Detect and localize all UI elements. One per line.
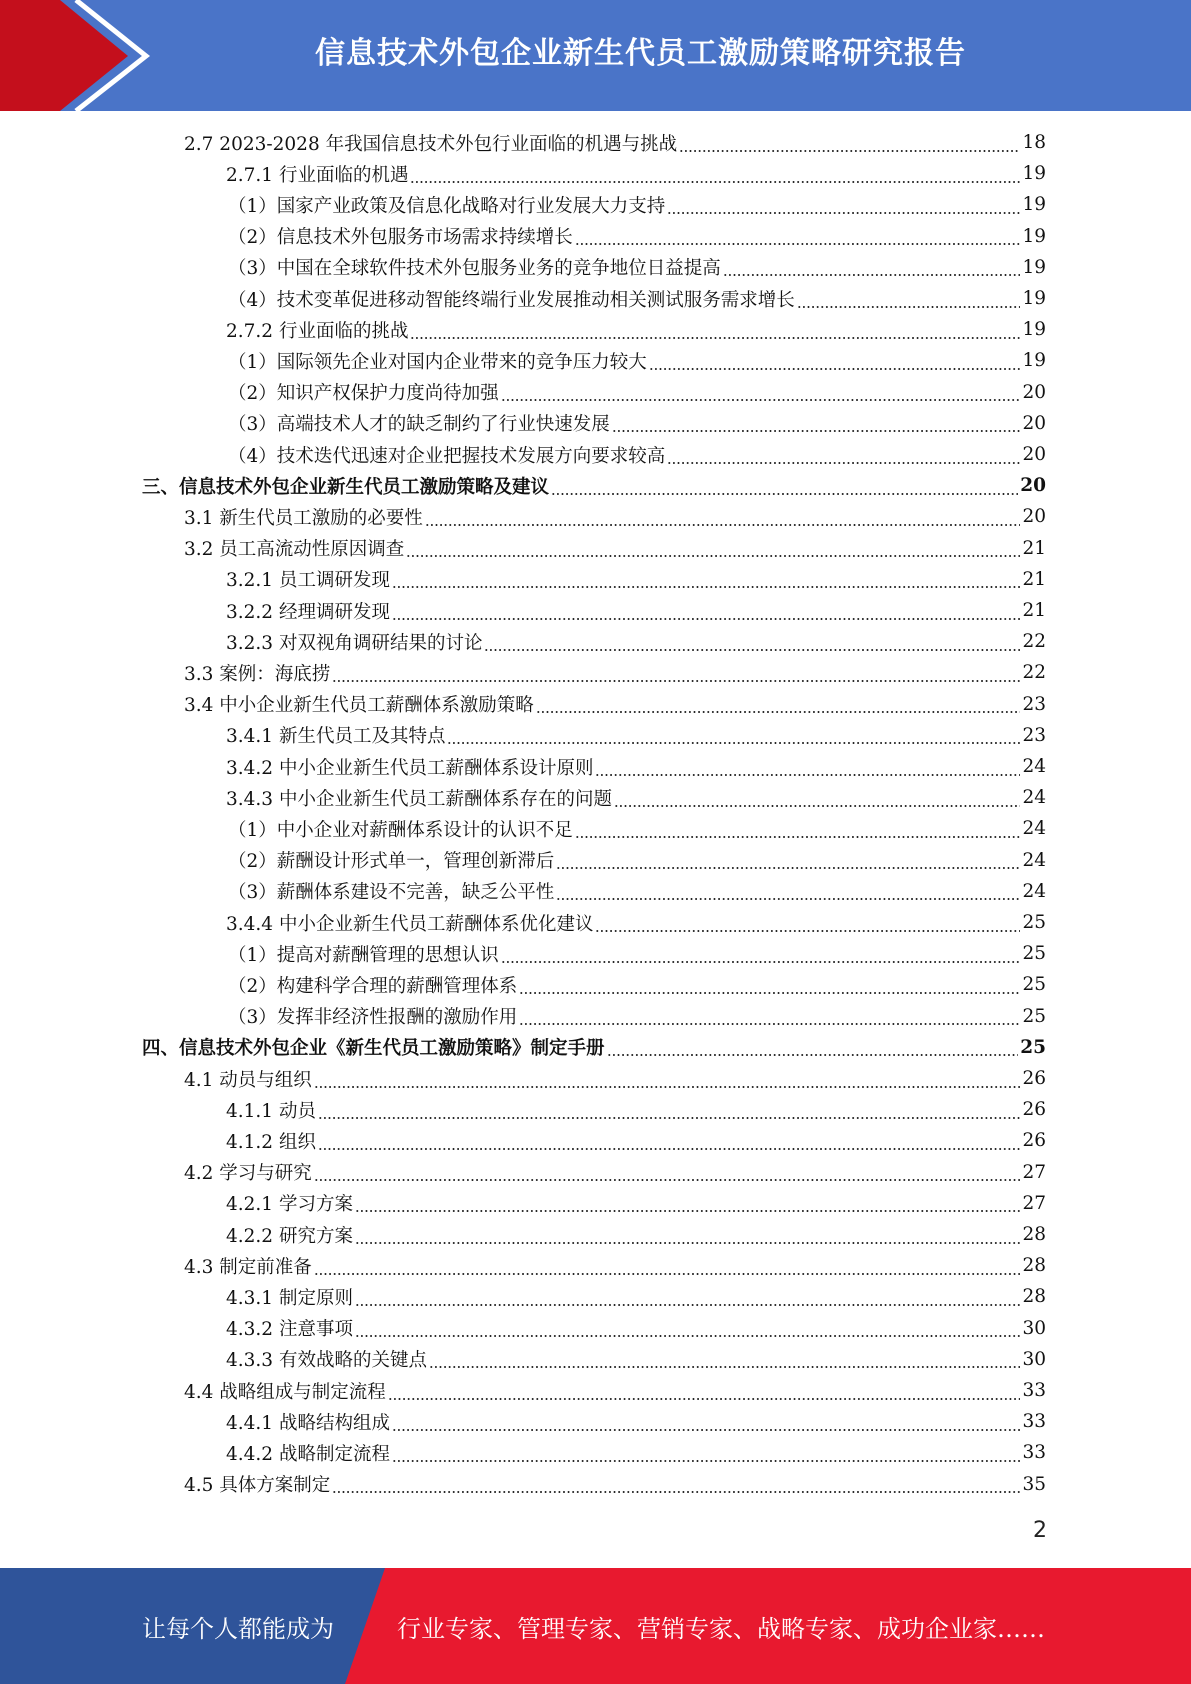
toc-entry-label: 四、信息技术外包企业《新生代员工激励策略》制定手册 bbox=[142, 1038, 605, 1060]
toc-entry-label: 4.1.2 组织 bbox=[226, 1131, 316, 1153]
toc-entry-label: （2）构建科学合理的薪酬管理体系 bbox=[228, 975, 518, 997]
toc-dot-leader bbox=[612, 430, 1021, 432]
toc-entry-label: 4.1 动员与组织 bbox=[184, 1069, 312, 1091]
toc-entry-page: 26 bbox=[1022, 1130, 1046, 1152]
page-footer bbox=[0, 1568, 1191, 1684]
toc-entry[interactable] bbox=[226, 720, 1046, 751]
toc-entry-page: 33 bbox=[1022, 1442, 1046, 1464]
footer-slogan-right: 行业专家、管理专家、营销专家、战略专家、成功企业家…… bbox=[397, 1614, 1045, 1643]
toc-entry-label: 三、信息技术外包企业新生代员工激励策略及建议 bbox=[142, 476, 550, 498]
toc-dot-leader bbox=[484, 649, 1020, 651]
toc-entry-page: 24 bbox=[1022, 787, 1046, 809]
toc-dot-leader bbox=[519, 992, 1020, 994]
toc-entry[interactable] bbox=[184, 1250, 1046, 1281]
toc-entry-page: 28 bbox=[1022, 1224, 1046, 1245]
toc-dot-leader bbox=[425, 524, 1021, 526]
toc-entry-label: （1）国家产业政策及信息化战略对行业发展大力支持 bbox=[228, 195, 666, 217]
toc-entry[interactable] bbox=[226, 626, 1046, 657]
toc-entry-label: （3）中国在全球软件技术外包服务业务的竞争地位日益提高 bbox=[228, 258, 721, 280]
toc-entry-page: 20 bbox=[1022, 412, 1046, 434]
toc-entry[interactable] bbox=[226, 314, 1046, 345]
toc-entry-label: （1）提高对薪酬管理的思想认识 bbox=[228, 944, 499, 966]
toc-dot-leader bbox=[556, 867, 1020, 869]
toc-dot-leader bbox=[551, 493, 1018, 495]
toc-entry-page: 22 bbox=[1022, 662, 1046, 684]
toc-entry-page: 19 bbox=[1022, 319, 1046, 341]
toc-dot-leader bbox=[797, 306, 1021, 308]
toc-dot-leader bbox=[355, 1210, 1021, 1212]
toc-entry-label: 3.4.3 中小企业新生代员工薪酬体系存在的问题 bbox=[226, 788, 612, 810]
toc-dot-leader bbox=[429, 1366, 1020, 1368]
toc-entry[interactable] bbox=[228, 439, 1046, 470]
toc-dot-leader bbox=[536, 711, 1021, 713]
toc-entry[interactable] bbox=[226, 751, 1046, 782]
toc-entry-page: 20 bbox=[1022, 444, 1046, 465]
toc-entry[interactable] bbox=[226, 1344, 1046, 1375]
toc-entry[interactable] bbox=[184, 1157, 1046, 1188]
toc-entry-label: 3.4.1 新生代员工及其特点 bbox=[226, 726, 446, 748]
document-title: 信息技术外包企业新生代员工激励策略研究报告 bbox=[315, 36, 966, 71]
toc-entry[interactable] bbox=[228, 845, 1046, 876]
toc-entry-label: （3）发挥非经济性报酬的激励作用 bbox=[228, 1007, 518, 1029]
toc-entry-page: 24 bbox=[1022, 818, 1046, 840]
toc-dot-leader bbox=[679, 150, 1020, 152]
toc-entry[interactable] bbox=[228, 345, 1046, 376]
toc-entry[interactable] bbox=[226, 1437, 1046, 1468]
toc-entry[interactable] bbox=[228, 969, 1046, 1000]
toc-entry-page: 27 bbox=[1022, 1161, 1046, 1183]
toc-entry-page: 18 bbox=[1022, 132, 1046, 153]
toc-entry[interactable] bbox=[184, 1469, 1046, 1500]
toc-entry-page: 19 bbox=[1022, 163, 1046, 185]
toc-entry-page: 25 bbox=[1022, 943, 1046, 965]
toc-entry[interactable] bbox=[142, 470, 1046, 501]
toc-entry-page: 22 bbox=[1022, 631, 1046, 653]
toc-dot-leader bbox=[614, 805, 1020, 807]
toc-dot-leader bbox=[406, 555, 1020, 557]
toc-dot-leader bbox=[355, 1304, 1021, 1306]
toc-entry-label: 3.3 案例：海底捞 bbox=[184, 663, 331, 685]
toc-dot-leader bbox=[575, 836, 1021, 838]
toc-entry[interactable] bbox=[184, 533, 1046, 564]
toc-entry-label: 4.2.1 学习方案 bbox=[226, 1194, 353, 1216]
toc-dot-leader bbox=[392, 1429, 1020, 1431]
toc-entry-label: 4.4 战略组成与制定流程 bbox=[184, 1381, 386, 1403]
toc-dot-leader bbox=[318, 1117, 1021, 1119]
toc-dot-leader bbox=[332, 680, 1020, 682]
toc-entry-label: 3.2 员工高流动性原因调查 bbox=[184, 539, 405, 561]
toc-dot-leader bbox=[667, 462, 1020, 464]
toc-entry-label: 4.2 学习与研究 bbox=[184, 1163, 312, 1185]
toc-entry-page: 24 bbox=[1022, 756, 1046, 777]
toc-entry-label: 4.4.2 战略制定流程 bbox=[226, 1443, 390, 1465]
toc-entry-page: 30 bbox=[1022, 1317, 1046, 1339]
toc-entry[interactable] bbox=[228, 876, 1046, 907]
toc-entry-page: 21 bbox=[1022, 600, 1046, 621]
toc-entry-label: （4）技术变革促进移动智能终端行业发展推动相关测试服务需求增长 bbox=[228, 289, 795, 311]
toc-dot-leader bbox=[595, 774, 1020, 776]
toc-dot-leader bbox=[314, 1086, 1021, 1088]
toc-dot-leader bbox=[723, 274, 1021, 276]
page-number: 2 bbox=[1033, 1518, 1047, 1543]
toc-entry[interactable] bbox=[228, 189, 1046, 220]
toc-entry-page: 20 bbox=[1022, 506, 1046, 528]
toc-entry-page: 26 bbox=[1022, 1099, 1046, 1121]
toc-entry-label: （4）技术迭代迅速对企业把握技术发展方向要求较高 bbox=[228, 445, 666, 467]
toc-entry[interactable] bbox=[226, 564, 1046, 595]
toc-entry-page: 24 bbox=[1022, 849, 1046, 871]
toc-entry-label: 3.2.3 对双视角调研结果的讨论 bbox=[226, 632, 483, 654]
toc-entry-page: 25 bbox=[1022, 974, 1046, 996]
toc-entry-page: 20 bbox=[1020, 475, 1046, 497]
toc-entry-label: （2）薪酬设计形式单一，管理创新滞后 bbox=[228, 851, 555, 873]
toc-dot-leader bbox=[410, 337, 1020, 339]
footer-slogan-left: 让每个人都能成为 bbox=[142, 1614, 334, 1643]
toc-dot-leader bbox=[649, 368, 1021, 370]
toc-dot-leader bbox=[667, 212, 1020, 214]
toc-entry-label: 4.3.1 制定原则 bbox=[226, 1287, 353, 1309]
toc-entry[interactable] bbox=[228, 1001, 1046, 1032]
toc-entry-page: 26 bbox=[1022, 1068, 1046, 1089]
toc-entry[interactable] bbox=[184, 657, 1046, 688]
toc-entry-page: 20 bbox=[1022, 381, 1046, 403]
toc-entry-label: 3.1 新生代员工激励的必要性 bbox=[184, 507, 423, 529]
toc-dot-leader bbox=[607, 1054, 1019, 1056]
toc-dot-leader bbox=[595, 930, 1020, 932]
toc-entry[interactable] bbox=[142, 1032, 1046, 1063]
toc-entry-label: 3.2.1 员工调研发现 bbox=[226, 570, 390, 592]
toc-dot-leader bbox=[447, 742, 1020, 744]
toc-entry-label: （2）知识产权保护力度尚待加强 bbox=[228, 383, 499, 405]
toc-entry[interactable] bbox=[184, 689, 1046, 720]
toc-entry-label: 2.7.1 行业面临的机遇 bbox=[226, 164, 409, 186]
toc-dot-leader bbox=[318, 1148, 1021, 1150]
toc-entry-label: 4.5 具体方案制定 bbox=[184, 1475, 331, 1497]
toc-entry-label: 4.4.1 战略结构组成 bbox=[226, 1412, 390, 1434]
page-header bbox=[0, 0, 1191, 111]
toc-dot-leader bbox=[556, 898, 1020, 900]
toc-entry[interactable] bbox=[228, 283, 1046, 314]
toc-entry-page: 25 bbox=[1020, 1036, 1046, 1058]
toc-entry-label: （1）国际领先企业对国内企业带来的竞争压力较大 bbox=[228, 351, 647, 373]
toc-entry[interactable] bbox=[228, 813, 1046, 844]
toc-entry-page: 30 bbox=[1022, 1348, 1046, 1370]
toc-entry-page: 28 bbox=[1022, 1286, 1046, 1308]
toc-entry-page: 19 bbox=[1022, 288, 1046, 309]
toc-entry-page: 33 bbox=[1022, 1380, 1046, 1401]
toc-dot-leader bbox=[314, 1179, 1021, 1181]
toc-dot-leader bbox=[355, 1335, 1021, 1337]
toc-entry[interactable] bbox=[228, 377, 1046, 408]
toc-entry-page: 27 bbox=[1022, 1192, 1046, 1214]
toc-entry[interactable] bbox=[228, 221, 1046, 252]
toc-entry-page: 28 bbox=[1022, 1255, 1046, 1277]
toc-entry[interactable] bbox=[184, 1063, 1046, 1094]
toc-entry-page: 23 bbox=[1022, 693, 1046, 715]
toc-entry[interactable] bbox=[228, 938, 1046, 969]
toc-entry[interactable] bbox=[184, 501, 1046, 532]
toc-entry-label: 3.4 中小企业新生代员工薪酬体系激励策略 bbox=[184, 695, 534, 717]
toc-dot-leader bbox=[392, 1460, 1020, 1462]
toc-entry-page: 19 bbox=[1022, 194, 1046, 216]
toc-entry-label: 4.1.1 动员 bbox=[226, 1100, 316, 1122]
toc-entry-page: 21 bbox=[1022, 537, 1046, 559]
toc-entry-label: 3.2.2 经理调研发现 bbox=[226, 601, 390, 623]
toc-entry-label: （3）高端技术人才的缺乏制约了行业快速发展 bbox=[228, 414, 610, 436]
toc-entry-page: 21 bbox=[1022, 568, 1046, 590]
toc-entry[interactable] bbox=[228, 252, 1046, 283]
toc-dot-leader bbox=[392, 618, 1020, 620]
toc-entry-label: 2.7.2 行业面临的挑战 bbox=[226, 320, 409, 342]
toc-entry-page: 19 bbox=[1022, 256, 1046, 278]
toc-entry-label: （1）中小企业对薪酬体系设计的认识不足 bbox=[228, 819, 573, 841]
toc-dot-leader bbox=[392, 586, 1020, 588]
toc-entry-label: （2）信息技术外包服务市场需求持续增长 bbox=[228, 227, 573, 249]
toc-entry[interactable] bbox=[226, 158, 1046, 189]
toc-entry-page: 25 bbox=[1022, 912, 1046, 933]
toc-entry-page: 19 bbox=[1022, 225, 1046, 247]
toc-entry[interactable] bbox=[226, 1313, 1046, 1344]
toc-entry[interactable] bbox=[226, 907, 1046, 938]
toc-entry-page: 24 bbox=[1022, 880, 1046, 902]
toc-entry-page: 33 bbox=[1022, 1411, 1046, 1433]
toc-entry-label: 4.3 制定前准备 bbox=[184, 1256, 312, 1278]
toc-dot-leader bbox=[501, 399, 1021, 401]
toc-entry[interactable] bbox=[228, 408, 1046, 439]
toc-entry[interactable] bbox=[184, 1375, 1046, 1406]
toc-entry-page: 23 bbox=[1022, 724, 1046, 746]
toc-entry-label: 4.3.2 注意事项 bbox=[226, 1319, 353, 1341]
toc-entry[interactable] bbox=[226, 1188, 1046, 1219]
toc-dot-leader bbox=[388, 1398, 1021, 1400]
toc-entry[interactable] bbox=[184, 127, 1046, 158]
toc-entry-label: （3）薪酬体系建设不完善，缺乏公平性 bbox=[228, 882, 555, 904]
toc-entry[interactable] bbox=[226, 1281, 1046, 1312]
toc-entry[interactable] bbox=[226, 782, 1046, 813]
toc-dot-leader bbox=[501, 961, 1021, 963]
toc-entry-page: 35 bbox=[1022, 1473, 1046, 1495]
toc-entry[interactable] bbox=[226, 1125, 1046, 1156]
toc-entry-label: 3.4.2 中小企业新生代员工薪酬体系设计原则 bbox=[226, 757, 594, 779]
toc-entry-label: 2.7 2023-2028 年我国信息技术外包行业面临的机遇与挑战 bbox=[184, 133, 678, 155]
toc-entry[interactable] bbox=[226, 1094, 1046, 1125]
toc-entry-label: 4.3.3 有效战略的关键点 bbox=[226, 1350, 427, 1372]
toc-entry-label: 3.4.4 中小企业新生代员工薪酬体系优化建议 bbox=[226, 913, 594, 935]
toc-dot-leader bbox=[355, 1242, 1021, 1244]
toc-entry-page: 19 bbox=[1022, 350, 1046, 372]
toc-dot-leader bbox=[410, 181, 1020, 183]
toc-entry[interactable] bbox=[226, 1406, 1046, 1437]
toc-entry[interactable] bbox=[226, 595, 1046, 626]
toc-entry-page: 25 bbox=[1022, 1005, 1046, 1027]
toc-dot-leader bbox=[332, 1491, 1020, 1493]
toc-dot-leader bbox=[519, 1023, 1020, 1025]
toc-entry[interactable] bbox=[226, 1219, 1046, 1250]
toc-dot-leader bbox=[314, 1273, 1021, 1275]
toc-dot-leader bbox=[575, 243, 1021, 245]
toc-entry-label: 4.2.2 研究方案 bbox=[226, 1225, 353, 1247]
